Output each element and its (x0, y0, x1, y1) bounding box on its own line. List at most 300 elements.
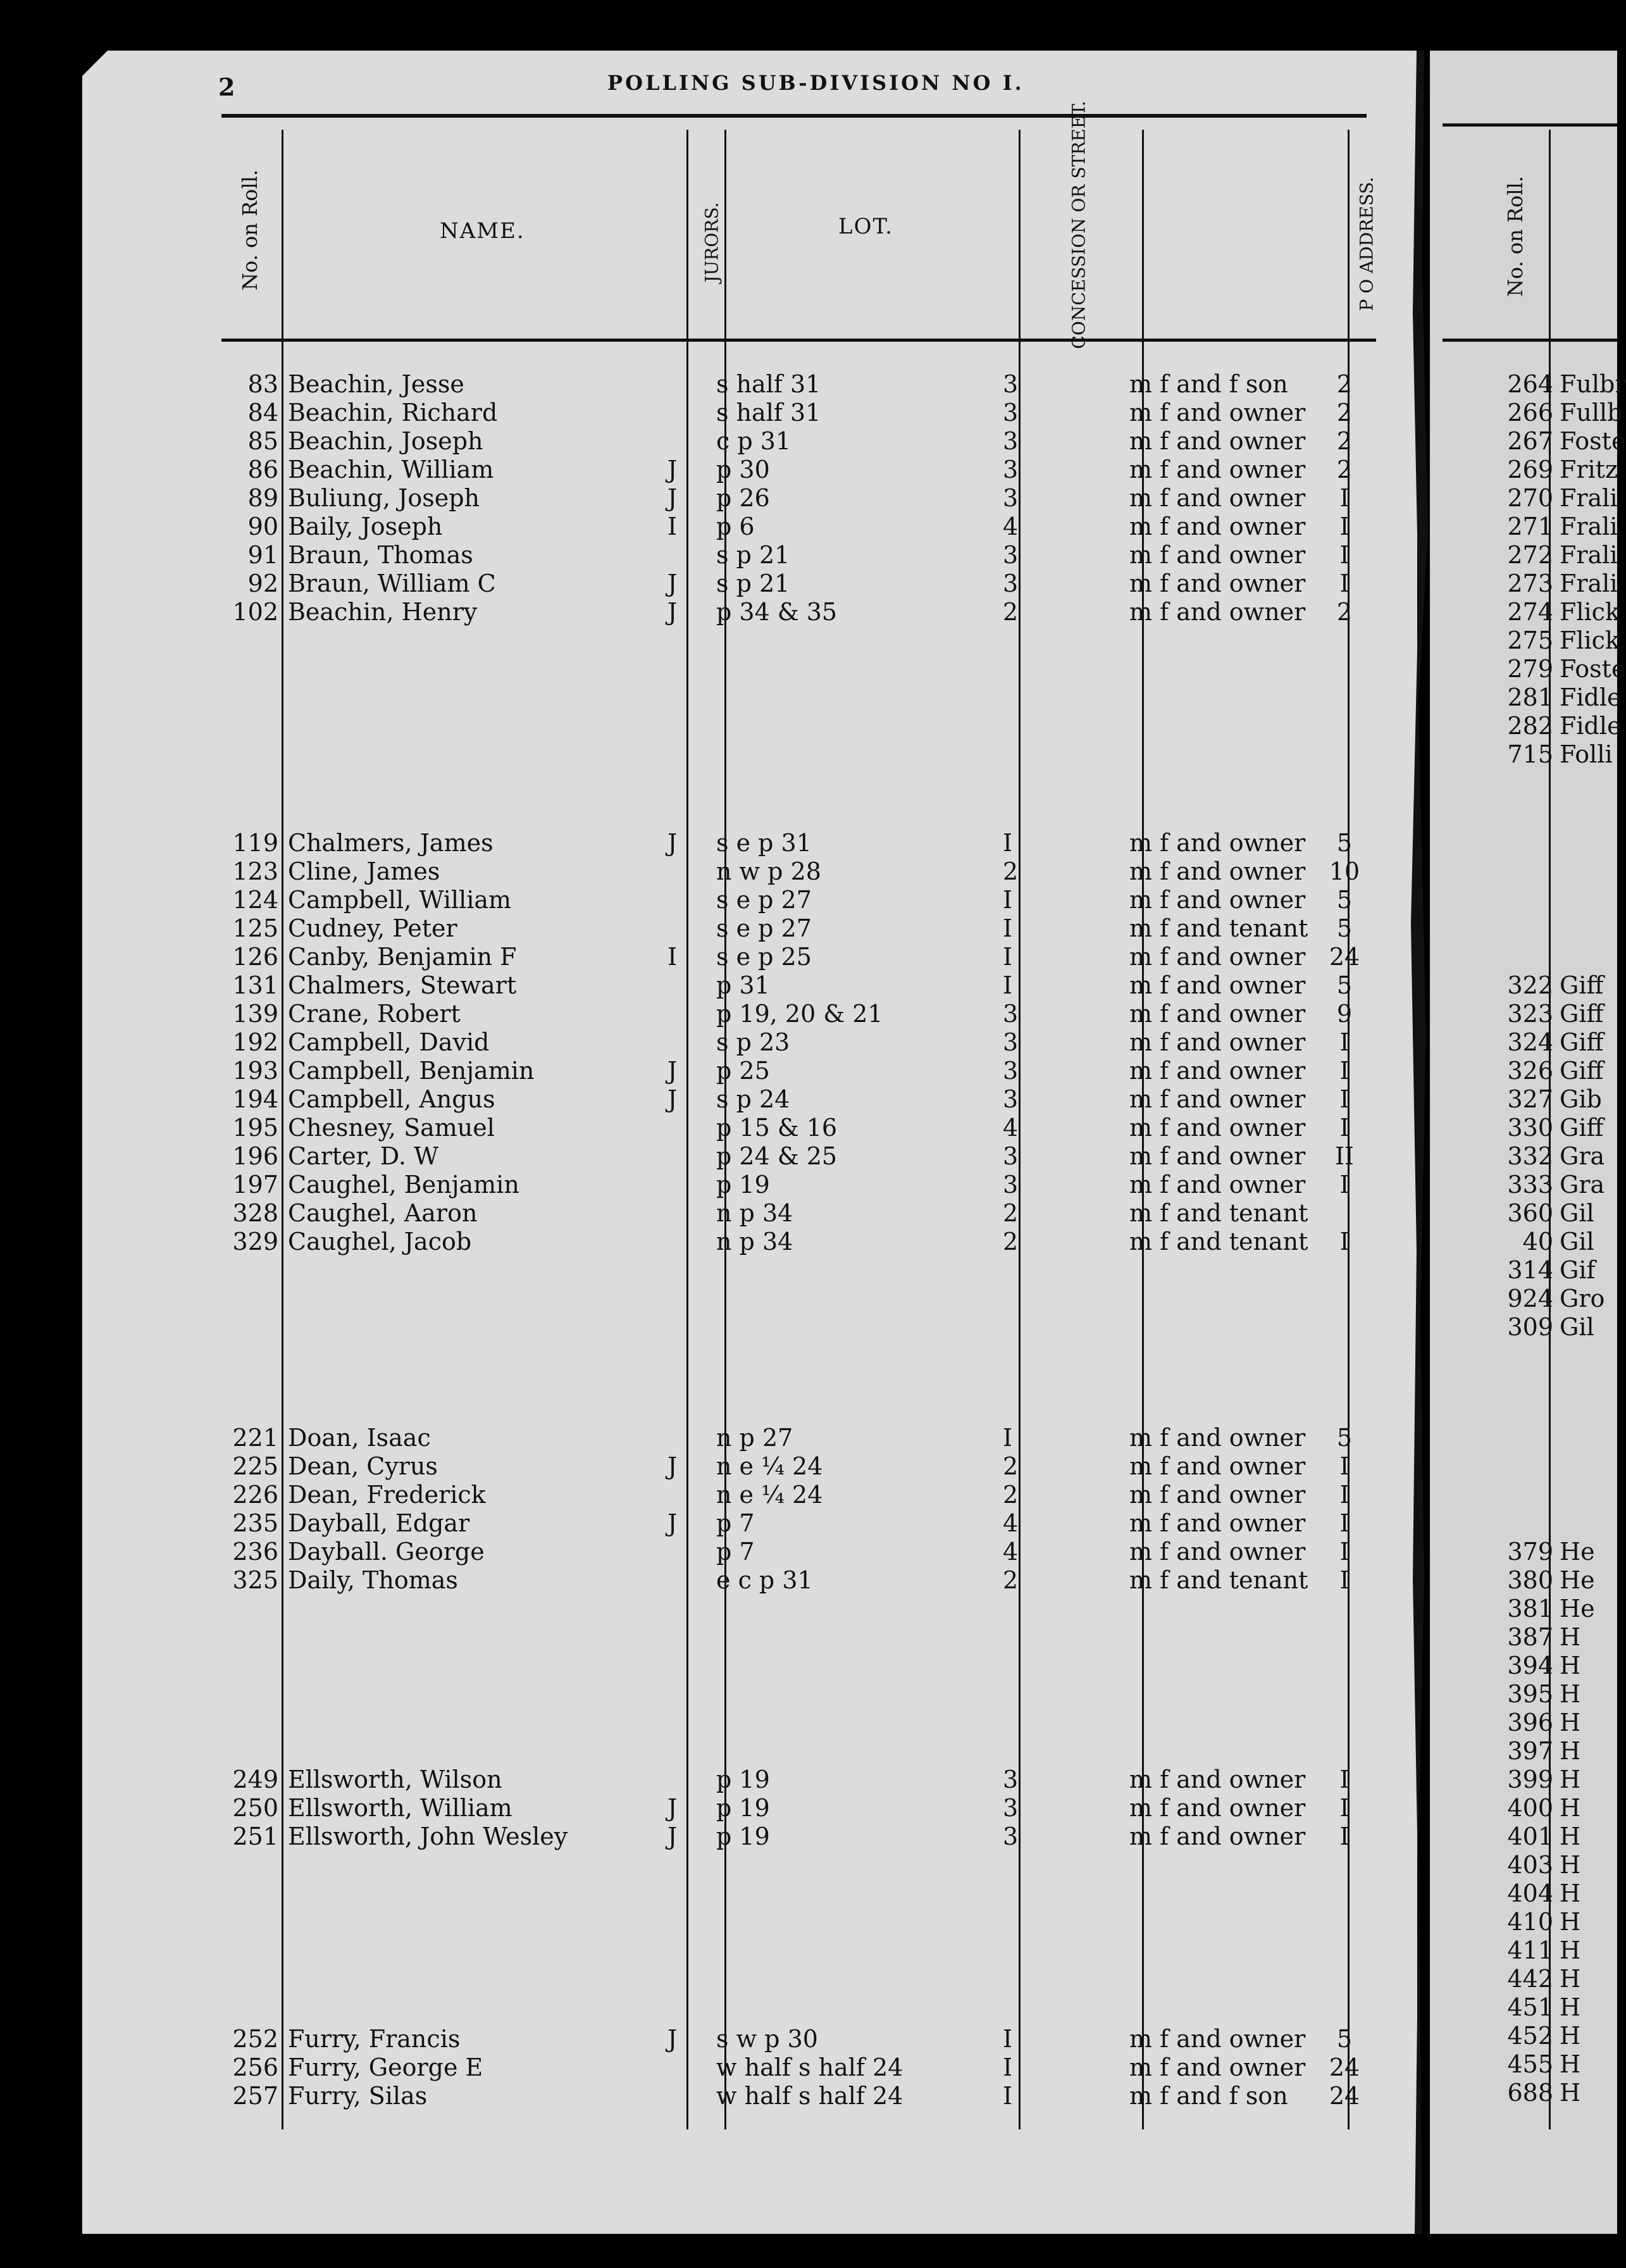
cell-status: m f and owner (1129, 598, 1306, 626)
cell-name: H (1560, 2050, 1581, 2078)
column-header-name: NAME. (440, 218, 525, 244)
cell-name: Fulbr (1560, 370, 1626, 398)
cell-lot: s half 31 (716, 399, 821, 427)
cell-status: m f and owner (1129, 1085, 1306, 1113)
table-row (215, 1452, 1373, 1481)
cell-lot: s e p 25 (716, 943, 812, 971)
cell-num: 119 (232, 829, 278, 857)
cell-num: 131 (232, 971, 278, 999)
cell-num: 40 (1522, 1228, 1553, 1256)
cell-name: Fidle (1560, 683, 1622, 711)
cell-po: I (1339, 1085, 1350, 1113)
cell-status: m f and tenant (1129, 914, 1308, 942)
cell-con: 3 (1003, 1142, 1019, 1170)
cell-po: 5 (1336, 1424, 1353, 1452)
right-table-row (1427, 1028, 1617, 1057)
cell-name: Chalmers, James (288, 829, 493, 857)
cell-po: I (1339, 1822, 1350, 1850)
column-header-concession: CONCESSION OR STREET. (1068, 101, 1089, 349)
cell-name: Carter, D. W (288, 1142, 439, 1170)
cell-num: 267 (1507, 427, 1553, 455)
cell-name: Braun, Thomas (288, 541, 473, 569)
right-table-row (1427, 971, 1617, 1000)
cell-po: I (1339, 1509, 1350, 1537)
cell-num: 329 (232, 1228, 278, 1256)
cell-num: 274 (1507, 598, 1553, 626)
cell-name: Gra (1560, 1142, 1605, 1170)
cell-num: 323 (1507, 1000, 1553, 1028)
cell-status: m f and owner (1129, 1028, 1306, 1056)
cell-status: m f and owner (1129, 1114, 1306, 1142)
cell-lot: p 19 (716, 1766, 770, 1793)
cell-name: Canby, Benjamin F (288, 943, 517, 971)
table-row (215, 1142, 1373, 1171)
cell-status: m f and owner (1129, 886, 1306, 914)
cell-lot: p 31 (716, 971, 770, 999)
cell-name: Beachin, Joseph (288, 427, 483, 455)
cell-num: 322 (1507, 971, 1553, 999)
cell-con: 3 (1003, 1000, 1019, 1028)
cell-num: 281 (1507, 683, 1553, 711)
cell-name: Campbell, William (288, 886, 512, 914)
cell-name: H (1560, 2079, 1581, 2107)
cell-name: He (1560, 1538, 1595, 1566)
cell-status: m f and owner (1129, 427, 1306, 455)
cell-lot: p 7 (716, 1509, 755, 1537)
cell-num: 360 (1507, 1199, 1553, 1227)
right-table-row (1427, 1623, 1617, 1652)
cell-po: 9 (1336, 1000, 1353, 1028)
cell-jur: J (667, 1794, 678, 1822)
table-row (215, 1199, 1373, 1228)
cell-name: Beachin, William (288, 456, 494, 483)
cell-lot: p 30 (716, 456, 770, 483)
cell-po: I (1339, 1766, 1350, 1793)
cell-name: Giff (1560, 1028, 1604, 1056)
table-row (215, 399, 1373, 427)
cell-status: m f and owner (1129, 541, 1306, 569)
cell-name: Gif (1560, 1256, 1596, 1284)
cell-po: I (1339, 1566, 1350, 1594)
cell-name: H (1560, 1993, 1581, 2021)
cell-num: 83 (247, 370, 278, 398)
cell-name: H (1560, 1680, 1581, 1708)
cell-num: 380 (1507, 1566, 1553, 1594)
cell-con: 2 (1003, 1481, 1019, 1509)
page-title: POLLING SUB-DIVISION NO I. (607, 71, 1024, 95)
table-row (215, 914, 1373, 943)
cell-lot: p 26 (716, 484, 770, 512)
table-row (215, 886, 1373, 914)
cell-lot: s w p 30 (716, 2025, 818, 2053)
cell-status: m f and owner (1129, 1766, 1306, 1793)
cell-lot: n e ¼ 24 (716, 1452, 823, 1480)
cell-num: 257 (232, 2082, 278, 2110)
cell-name: Giff (1560, 1000, 1604, 1028)
table-row (215, 1057, 1373, 1085)
cell-con: 2 (1003, 1566, 1019, 1594)
cell-num: 400 (1507, 1794, 1553, 1822)
cell-status: m f and owner (1129, 943, 1306, 971)
cell-name: He (1560, 1566, 1595, 1594)
cell-num: 273 (1507, 570, 1553, 597)
cell-name: Beachin, Jesse (288, 370, 464, 398)
cell-con: 3 (1003, 456, 1019, 483)
cell-lot: p 24 & 25 (716, 1142, 838, 1170)
cell-num: 236 (232, 1538, 278, 1566)
cell-status: m f and owner (1129, 456, 1306, 483)
cell-jur: I (667, 943, 678, 971)
right-table-row (1427, 1313, 1617, 1342)
cell-po: 5 (1336, 971, 1353, 999)
table-row (215, 1794, 1373, 1822)
table-row (215, 2053, 1373, 2082)
cell-po: 5 (1336, 829, 1353, 857)
cell-status: m f and owner (1129, 513, 1306, 540)
cell-status: m f and owner (1129, 1822, 1306, 1850)
cell-num: 309 (1507, 1313, 1553, 1341)
right-table-row (1427, 1879, 1617, 1908)
cell-name: Ellsworth, William (288, 1794, 512, 1822)
cell-num: 410 (1507, 1908, 1553, 1936)
cell-con: 3 (1003, 541, 1019, 569)
right-table-row (1427, 626, 1620, 655)
cell-name: Campbell, Benjamin (288, 1057, 535, 1085)
cell-num: 91 (247, 541, 278, 569)
cell-num: 688 (1507, 2079, 1553, 2107)
cell-status: m f and owner (1129, 857, 1306, 885)
cell-num: 271 (1507, 513, 1553, 540)
right-table-row (1427, 1228, 1617, 1256)
cell-status: m f and tenant (1129, 1566, 1308, 1594)
cell-lot: s p 21 (716, 541, 790, 569)
cell-con: I (1003, 1424, 1013, 1452)
cell-status: m f and f son (1129, 370, 1288, 398)
table-row (215, 484, 1373, 513)
right-table-row (1427, 1171, 1617, 1199)
cell-num: 325 (232, 1566, 278, 1594)
cell-num: 411 (1507, 1936, 1553, 1964)
right-table-row (1427, 1936, 1617, 1965)
cell-num: 226 (232, 1481, 278, 1509)
cell-lot: s half 31 (716, 370, 821, 398)
cell-name: Beachin, Richard (288, 399, 498, 427)
cell-status: m f and owner (1129, 1538, 1306, 1566)
cell-num: 452 (1507, 2022, 1553, 2050)
cell-num: 330 (1507, 1114, 1553, 1142)
cell-po: I (1339, 1481, 1350, 1509)
top-rule (221, 114, 1367, 118)
cell-num: 192 (232, 1028, 278, 1056)
right-table-row (1427, 655, 1626, 683)
cell-name: H (1560, 1766, 1581, 1793)
cell-name: H (1560, 1965, 1581, 1993)
cell-lot: p 19 (716, 1822, 770, 1850)
cell-num: 451 (1507, 1993, 1553, 2021)
column-header-po-address: P O ADDRESS. (1356, 177, 1377, 311)
right-table-row (1427, 1057, 1617, 1085)
cell-con: 3 (1003, 1085, 1019, 1113)
cell-po: I (1339, 513, 1350, 540)
cell-num: 397 (1507, 1737, 1553, 1765)
cell-jur: J (667, 1822, 678, 1850)
cell-jur: J (667, 456, 678, 483)
cell-name: Furry, George E (288, 2053, 483, 2081)
cell-status: m f and f son (1129, 2082, 1288, 2110)
cell-con: 4 (1003, 1538, 1019, 1566)
cell-num: 279 (1507, 655, 1553, 683)
cell-lot: c p 31 (716, 427, 791, 455)
cell-name: H (1560, 1737, 1581, 1765)
cell-lot: e c p 31 (716, 1566, 813, 1594)
cell-num: 266 (1507, 399, 1553, 427)
cell-name: Fritz (1560, 456, 1618, 483)
cell-po: 24 (1329, 943, 1360, 971)
cell-name: Chesney, Samuel (288, 1114, 495, 1142)
cell-con: 4 (1003, 513, 1019, 540)
cell-po: I (1339, 484, 1350, 512)
right-table-row (1427, 1595, 1617, 1623)
column-header-roll: No. on Roll. (238, 169, 262, 290)
cell-num: 381 (1507, 1595, 1553, 1623)
cell-num: 332 (1507, 1142, 1553, 1170)
cell-num: 269 (1507, 456, 1553, 483)
cell-name: Giff (1560, 1057, 1604, 1085)
cell-name: H (1560, 1822, 1581, 1850)
cell-num: 333 (1507, 1171, 1553, 1199)
right-table-row (1427, 683, 1622, 712)
right-table-row (1427, 513, 1617, 541)
right-table-row (1427, 427, 1626, 456)
cell-num: 92 (247, 570, 278, 597)
table-row (215, 1000, 1373, 1028)
cell-con: 3 (1003, 370, 1019, 398)
table-row (215, 1766, 1373, 1794)
cell-status: m f and owner (1129, 2025, 1306, 2053)
cell-name: Frali (1560, 541, 1618, 569)
cell-num: 455 (1507, 2050, 1553, 2078)
cell-name: H (1560, 1794, 1581, 1822)
cell-status: m f and owner (1129, 971, 1306, 999)
right-table-row (1427, 740, 1617, 769)
right-table-row (1427, 1114, 1617, 1142)
cell-num: 442 (1507, 1965, 1553, 1993)
cell-jur: J (667, 1509, 678, 1537)
cell-name: He (1560, 1595, 1595, 1623)
cell-lot: p 19, 20 & 21 (716, 1000, 883, 1028)
cell-name: H (1560, 1908, 1581, 1936)
table-row (215, 857, 1373, 886)
right-table-row (1427, 541, 1617, 570)
cell-lot: p 19 (716, 1794, 770, 1822)
cell-status: m f and tenant (1129, 1228, 1308, 1256)
cell-num: 193 (232, 1057, 278, 1085)
cell-num: 404 (1507, 1879, 1553, 1907)
cell-name: Campbell, Angus (288, 1085, 495, 1113)
right-table-row (1427, 456, 1617, 484)
cell-lot: p 25 (716, 1057, 770, 1085)
cell-po: I (1339, 1538, 1350, 1566)
cell-lot: s e p 27 (716, 886, 812, 914)
table-row (215, 971, 1373, 1000)
cell-name: Foste (1560, 427, 1626, 455)
cell-num: 139 (232, 1000, 278, 1028)
right-table-row (1427, 1822, 1617, 1851)
cell-lot: s p 23 (716, 1028, 790, 1056)
cell-num: 123 (232, 857, 278, 885)
cell-name: H (1560, 2022, 1581, 2050)
cell-name: Flick (1560, 598, 1620, 626)
cell-name: Braun, William C (288, 570, 496, 597)
table-row (215, 2082, 1373, 2110)
cell-jur: J (667, 570, 678, 597)
cell-name: Campbell, David (288, 1028, 490, 1056)
cell-num: 102 (232, 598, 278, 626)
cell-status: m f and owner (1129, 1481, 1306, 1509)
page-number: 2 (218, 73, 235, 101)
cell-name: Gib (1560, 1085, 1602, 1113)
cell-num: 270 (1507, 484, 1553, 512)
table-row (215, 943, 1373, 971)
right-table-row (1427, 1142, 1617, 1171)
cell-po: 5 (1336, 886, 1353, 914)
cell-name: H (1560, 1879, 1581, 1907)
table-row (215, 570, 1373, 598)
table-row (215, 1085, 1373, 1114)
cell-po: I (1339, 1114, 1350, 1142)
cell-con: 3 (1003, 399, 1019, 427)
cell-name: Ellsworth, John Wesley (288, 1822, 568, 1850)
table-row (215, 1566, 1373, 1595)
cell-status: m f and owner (1129, 484, 1306, 512)
cell-po: 2 (1336, 370, 1353, 398)
cell-con: 3 (1003, 1822, 1019, 1850)
cell-num: 126 (232, 943, 278, 971)
cell-po: I (1339, 570, 1350, 597)
cell-num: 379 (1507, 1538, 1553, 1566)
cell-con: 3 (1003, 1028, 1019, 1056)
cell-con: 3 (1003, 1171, 1019, 1199)
cell-po: 5 (1336, 914, 1353, 942)
cell-name: Fullb (1560, 399, 1623, 427)
table-row (215, 598, 1373, 626)
cell-name: Gil (1560, 1228, 1594, 1256)
cell-po: I (1339, 1057, 1350, 1085)
cell-name: Frali (1560, 570, 1618, 597)
table-row (215, 1028, 1373, 1057)
right-table-row (1427, 2022, 1617, 2050)
cell-num: 396 (1507, 1709, 1553, 1736)
cell-po: 2 (1336, 598, 1353, 626)
cell-num: 196 (232, 1142, 278, 1170)
cell-lot: s p 24 (716, 1085, 790, 1113)
cell-name: Buliung, Joseph (288, 484, 480, 512)
cell-name: Caughel, Aaron (288, 1199, 478, 1227)
cell-jur: J (667, 598, 678, 626)
cell-status: m f and owner (1129, 399, 1306, 427)
table-row (215, 541, 1373, 570)
cell-num: 221 (232, 1424, 278, 1452)
column-header-jurors: JURORS. (701, 202, 723, 283)
cell-lot: s p 21 (716, 570, 790, 597)
cell-jur: J (667, 829, 678, 857)
cell-jur: I (667, 513, 678, 540)
right-header-rule (1443, 339, 1617, 342)
cell-status: m f and owner (1129, 1057, 1306, 1085)
cell-name: H (1560, 1652, 1581, 1679)
cell-name: Dean, Frederick (288, 1481, 486, 1509)
cell-name: Daily, Thomas (288, 1566, 458, 1594)
cell-status: m f and owner (1129, 570, 1306, 597)
cell-po: 10 (1329, 857, 1360, 885)
cell-jur: J (667, 2025, 678, 2053)
table-row (215, 513, 1373, 541)
table-row (215, 1424, 1373, 1452)
cell-name: Furry, Francis (288, 2025, 461, 2053)
cell-num: 194 (232, 1085, 278, 1113)
cell-lot: p 34 & 35 (716, 598, 838, 626)
cell-name: Baily, Joseph (288, 513, 443, 540)
table-row (215, 829, 1373, 857)
cell-name: Gra (1560, 1171, 1605, 1199)
right-column-header-roll: No. on Roll. (1503, 175, 1527, 297)
cell-num: 401 (1507, 1822, 1553, 1850)
cell-con: 3 (1003, 1766, 1019, 1793)
right-table-row (1427, 1680, 1617, 1709)
cell-name: Cudney, Peter (288, 914, 457, 942)
table-row (215, 1228, 1373, 1256)
right-table-row (1427, 1566, 1617, 1595)
right-table-row (1427, 1000, 1617, 1028)
cell-con: I (1003, 2082, 1013, 2110)
cell-con: 3 (1003, 484, 1019, 512)
cell-po: I (1339, 541, 1350, 569)
right-table-row (1427, 1652, 1617, 1680)
cell-con: 2 (1003, 1452, 1019, 1480)
table-row (215, 1822, 1373, 1851)
cell-con: 3 (1003, 427, 1019, 455)
cell-con: 3 (1003, 570, 1019, 597)
cell-num: 250 (232, 1794, 278, 1822)
cell-name: Ellsworth, Wilson (288, 1766, 502, 1793)
right-table-row (1427, 1199, 1617, 1228)
cell-po: I (1339, 1171, 1350, 1199)
cell-num: 324 (1507, 1028, 1553, 1056)
header-rule (221, 339, 1376, 342)
cell-status: m f and owner (1129, 2053, 1306, 2081)
cell-lot: w half s half 24 (716, 2053, 903, 2081)
table-row (215, 1114, 1373, 1142)
cell-con: I (1003, 914, 1013, 942)
cell-con: 4 (1003, 1509, 1019, 1537)
cell-name: Flick (1560, 626, 1620, 654)
cell-name: Dayball, Edgar (288, 1509, 470, 1537)
cell-name: Furry, Silas (288, 2082, 428, 2110)
cell-con: 2 (1003, 857, 1019, 885)
cell-name: H (1560, 1851, 1581, 1879)
cell-name: Doan, Isaac (288, 1424, 431, 1452)
cell-name: H (1560, 1936, 1581, 1964)
right-table-row (1427, 370, 1626, 399)
right-table-row (1427, 1766, 1617, 1794)
cell-name: Gil (1560, 1313, 1594, 1341)
cell-lot: s e p 31 (716, 829, 812, 857)
cell-num: 395 (1507, 1680, 1553, 1708)
cell-num: 89 (247, 484, 278, 512)
cell-name: Cline, James (288, 857, 440, 885)
cell-num: 394 (1507, 1652, 1553, 1679)
right-table-row (1427, 598, 1620, 626)
